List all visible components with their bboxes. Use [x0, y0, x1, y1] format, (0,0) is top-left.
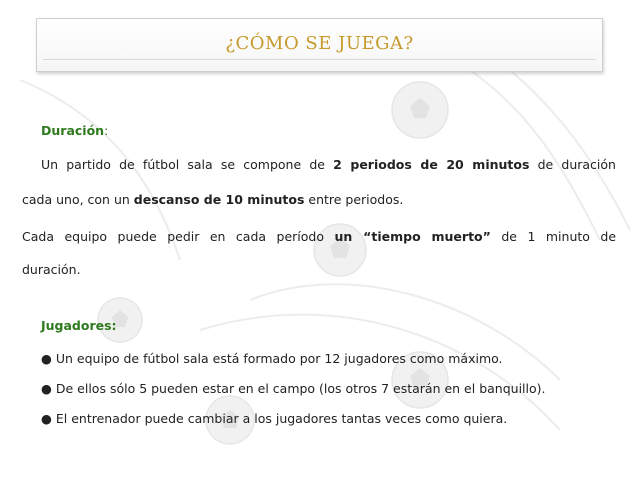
- jugadores-bullet-3: ● El entrenador puede cambiar a los jugadores tantas veces como quiera.: [41, 411, 508, 426]
- jugadores-bullet-1: ● Un equipo de fútbol sala está formado por 12 jugadores como máximo.: [41, 351, 503, 366]
- duracion-text-4: duración.: [22, 262, 81, 277]
- duracion-text-2b: descanso de 10 minutos: [133, 192, 305, 207]
- duracion-text-3c: de 1 minuto de: [490, 229, 617, 244]
- duracion-text-3b: un “tiempo muerto”: [334, 229, 491, 244]
- duracion-heading-colon: :: [104, 123, 109, 138]
- duracion-text-2a: cada uno, con un: [22, 192, 134, 207]
- duracion-paragraph-line-4: [22, 262, 81, 277]
- duracion-paragraph-line-3: [22, 229, 616, 244]
- list-item: [41, 411, 507, 426]
- list-item: [41, 381, 545, 396]
- jugadores-heading-line: [41, 318, 117, 333]
- duracion-heading-line: [41, 123, 108, 138]
- jugadores-bullet-2: ● De ellos sólo 5 pueden estar en el campo (los otros 7 estarán en el banquillo).: [41, 381, 546, 396]
- duracion-text-1a: Un partido de fútbol sala se compone de: [41, 157, 334, 172]
- jugadores-heading: Jugadores:: [41, 318, 117, 333]
- duracion-heading: Duración: [41, 123, 105, 138]
- duracion-text-2c: entre periodos.: [304, 192, 404, 207]
- duracion-paragraph-line-1: [41, 157, 616, 172]
- duracion-text-1b: 2 periodos de 20 minutos: [333, 157, 530, 172]
- duracion-text-1c: de duración: [529, 157, 616, 172]
- page-title: ¿CÓMO SE JUEGA?: [225, 33, 414, 54]
- list-item: [41, 351, 503, 366]
- duracion-text-3a: Cada equipo puede pedir en cada período: [22, 229, 335, 244]
- duracion-paragraph-line-2: [22, 192, 403, 207]
